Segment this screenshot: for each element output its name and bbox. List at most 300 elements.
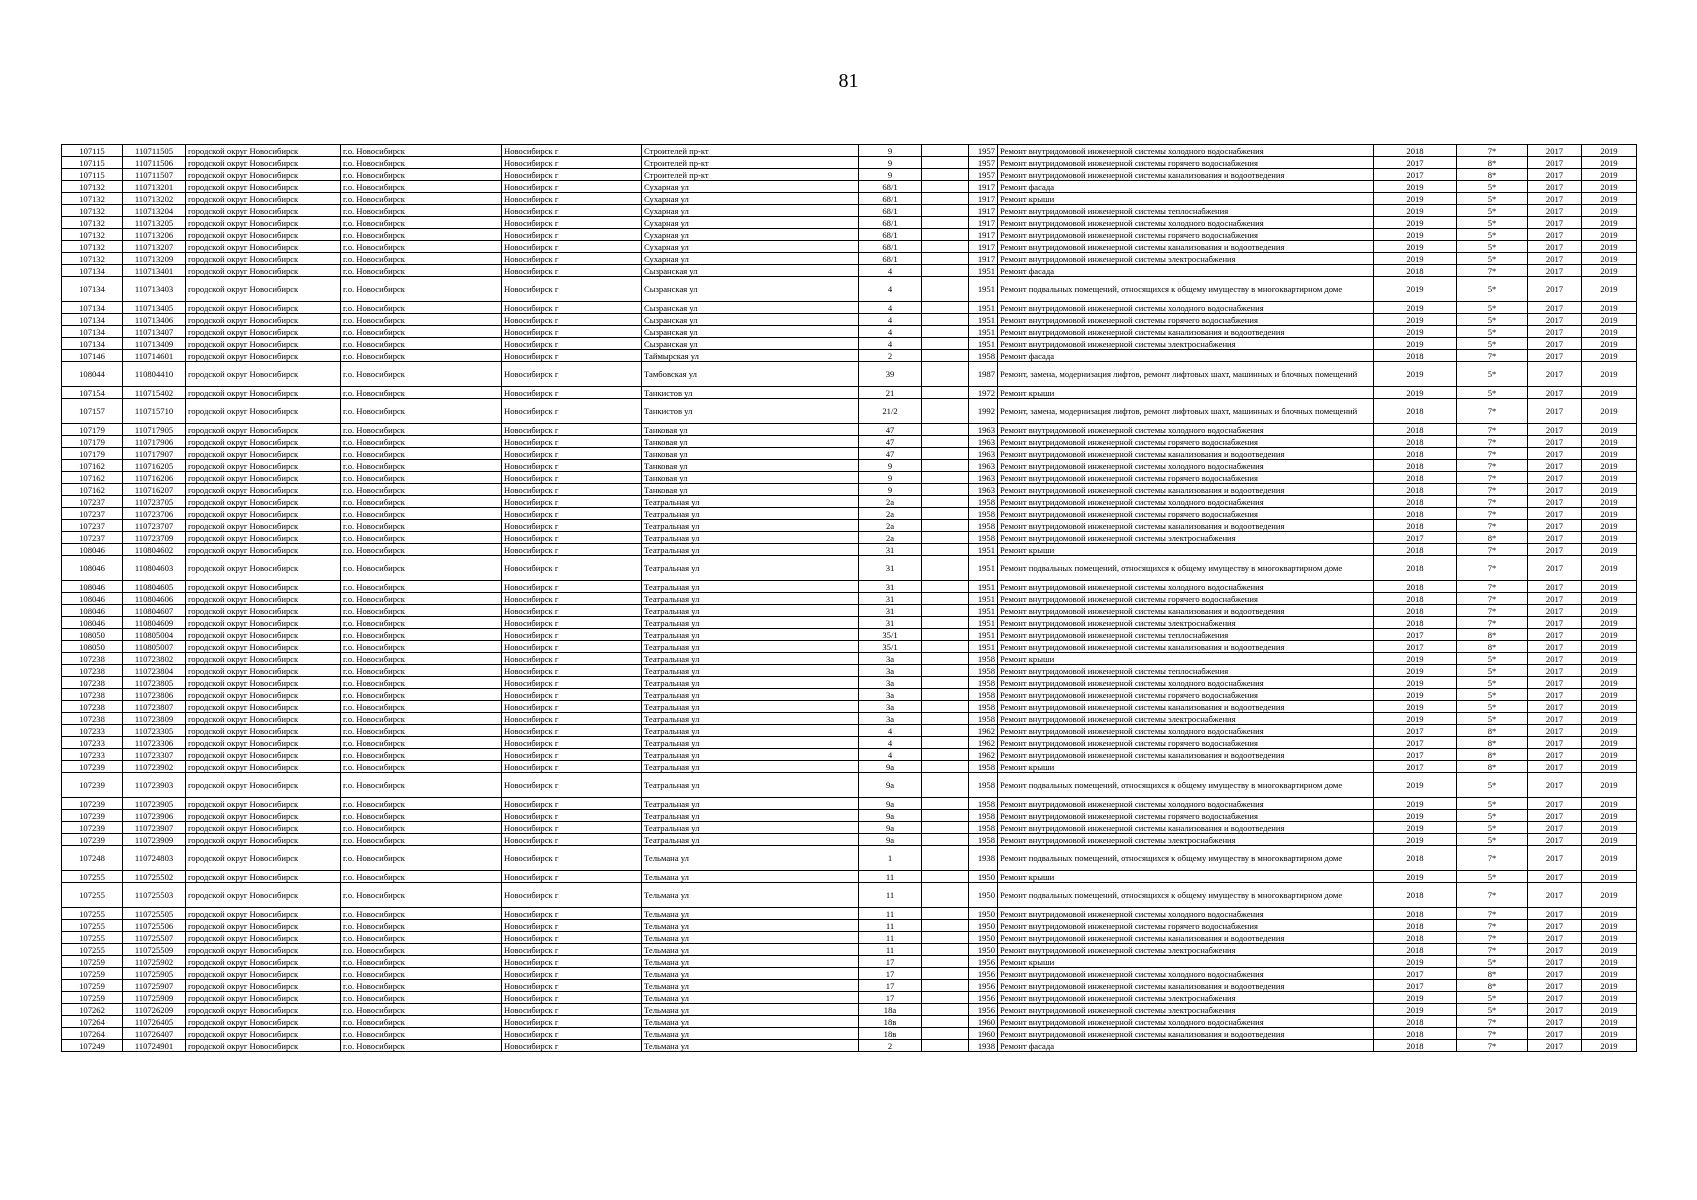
construction-year-cell: 1956 [969, 992, 998, 1004]
house-id-cell: 107179 [62, 424, 123, 436]
table-row [62, 169, 1637, 181]
period-start-cell: 2017 [1528, 1028, 1582, 1040]
work-type-cell: Ремонт внутридомовой инженерной системы канализования и водоотведения [998, 326, 1374, 338]
period-start-cell: 2017 [1528, 436, 1582, 448]
municipality-cell: городской округ Новосибирск [186, 436, 341, 448]
house-id-cell: 107262 [62, 1004, 123, 1016]
municipality-cell: городской округ Новосибирск [186, 932, 341, 944]
settlement-cell: г.о. Новосибирск [341, 846, 502, 871]
city-cell: Новосибирск г [502, 205, 642, 217]
plan-year-cell: 2018 [1374, 436, 1457, 448]
street-cell: Театральная ул [642, 749, 859, 761]
work-id-cell: 110723903 [123, 773, 186, 798]
municipality-cell: городской округ Новосибирск [186, 810, 341, 822]
construction-year-cell: 1917 [969, 217, 998, 229]
work-id-cell: 110804603 [123, 556, 186, 581]
house-number-cell: 2а [859, 520, 922, 532]
city-cell: Новосибирск г [502, 629, 642, 641]
period-start-cell: 2017 [1528, 1016, 1582, 1028]
municipality-cell: городской округ Новосибирск [186, 387, 341, 399]
priority-cell: 7* [1457, 436, 1528, 448]
construction-year-cell: 1951 [969, 277, 998, 302]
work-type-cell: Ремонт фасада [998, 181, 1374, 193]
municipality-cell: городской округ Новосибирск [186, 1040, 341, 1052]
house-number-cell: 3а [859, 701, 922, 713]
priority-cell: 8* [1457, 980, 1528, 992]
table-row [62, 302, 1637, 314]
municipality-cell: городской округ Новосибирск [186, 944, 341, 956]
building-cell [922, 556, 969, 581]
work-type-cell: Ремонт внутридомовой инженерной системы электроснабжения [998, 338, 1374, 350]
period-end-cell: 2019 [1582, 761, 1637, 773]
street-cell: Театральная ул [642, 581, 859, 593]
table-row [62, 387, 1637, 399]
work-type-cell: Ремонт внутридомовой инженерной системы электроснабжения [998, 713, 1374, 725]
house-number-cell: 3а [859, 653, 922, 665]
house-id-cell: 108046 [62, 617, 123, 629]
period-end-cell: 2019 [1582, 448, 1637, 460]
table-row [62, 520, 1637, 532]
city-cell: Новосибирск г [502, 810, 642, 822]
settlement-cell: г.о. Новосибирск [341, 399, 502, 424]
house-id-cell: 107154 [62, 387, 123, 399]
table-row [62, 846, 1637, 871]
house-id-cell: 107134 [62, 277, 123, 302]
settlement-cell: г.о. Новосибирск [341, 920, 502, 932]
work-id-cell: 110723805 [123, 677, 186, 689]
work-id-cell: 110713207 [123, 241, 186, 253]
city-cell: Новосибирск г [502, 424, 642, 436]
work-type-cell: Ремонт внутридомовой инженерной системы горячего водоснабжения [998, 314, 1374, 326]
table-row [62, 436, 1637, 448]
house-id-cell: 107239 [62, 761, 123, 773]
work-id-cell: 110804606 [123, 593, 186, 605]
period-end-cell: 2019 [1582, 822, 1637, 834]
street-cell: Тельмана ул [642, 956, 859, 968]
work-type-cell: Ремонт внутридомовой инженерной системы электроснабжения [998, 944, 1374, 956]
work-id-cell: 110725506 [123, 920, 186, 932]
period-end-cell: 2019 [1582, 229, 1637, 241]
period-start-cell: 2017 [1528, 605, 1582, 617]
street-cell: Сухарная ул [642, 193, 859, 205]
municipality-cell: городской округ Новосибирск [186, 157, 341, 169]
house-number-cell: 68/1 [859, 241, 922, 253]
period-start-cell: 2017 [1528, 641, 1582, 653]
building-cell [922, 169, 969, 181]
house-id-cell: 107238 [62, 689, 123, 701]
plan-year-cell: 2018 [1374, 508, 1457, 520]
work-type-cell: Ремонт фасада [998, 265, 1374, 277]
period-start-cell: 2017 [1528, 302, 1582, 314]
period-end-cell: 2019 [1582, 834, 1637, 846]
municipality-cell: городской округ Новосибирск [186, 798, 341, 810]
table-row [62, 229, 1637, 241]
period-end-cell: 2019 [1582, 980, 1637, 992]
period-start-cell: 2017 [1528, 556, 1582, 581]
plan-year-cell: 2018 [1374, 556, 1457, 581]
city-cell: Новосибирск г [502, 956, 642, 968]
house-number-cell: 31 [859, 556, 922, 581]
house-id-cell: 107238 [62, 653, 123, 665]
period-start-cell: 2017 [1528, 520, 1582, 532]
table-row [62, 653, 1637, 665]
work-id-cell: 110804609 [123, 617, 186, 629]
settlement-cell: г.о. Новосибирск [341, 641, 502, 653]
period-start-cell: 2017 [1528, 713, 1582, 725]
work-id-cell: 110724803 [123, 846, 186, 871]
municipality-cell: городской округ Новосибирск [186, 677, 341, 689]
period-start-cell: 2017 [1528, 932, 1582, 944]
period-start-cell: 2017 [1528, 846, 1582, 871]
street-cell: Тельмана ул [642, 992, 859, 1004]
settlement-cell: г.о. Новосибирск [341, 169, 502, 181]
house-id-cell: 107255 [62, 920, 123, 932]
work-type-cell: Ремонт подвальных помещений, относящихся к общему имуществу в многоквартирном доме [998, 773, 1374, 798]
period-end-cell: 2019 [1582, 253, 1637, 265]
table-row [62, 665, 1637, 677]
work-id-cell: 110713405 [123, 302, 186, 314]
plan-year-cell: 2018 [1374, 520, 1457, 532]
municipality-cell: городской округ Новосибирск [186, 701, 341, 713]
work-type-cell: Ремонт внутридомовой инженерной системы канализования и водоотведения [998, 448, 1374, 460]
construction-year-cell: 1957 [969, 169, 998, 181]
work-type-cell: Ремонт внутридомовой инженерной системы канализования и водоотведения [998, 641, 1374, 653]
house-id-cell: 107132 [62, 241, 123, 253]
period-start-cell: 2017 [1528, 169, 1582, 181]
plan-year-cell: 2018 [1374, 460, 1457, 472]
work-id-cell: 110725509 [123, 944, 186, 956]
building-cell [922, 920, 969, 932]
settlement-cell: г.о. Новосибирск [341, 871, 502, 883]
settlement-cell: г.о. Новосибирск [341, 798, 502, 810]
construction-year-cell: 1917 [969, 181, 998, 193]
municipality-cell: городской округ Новосибирск [186, 653, 341, 665]
period-end-cell: 2019 [1582, 265, 1637, 277]
plan-year-cell: 2018 [1374, 496, 1457, 508]
settlement-cell: г.о. Новосибирск [341, 980, 502, 992]
settlement-cell: г.о. Новосибирск [341, 883, 502, 908]
city-cell: Новосибирск г [502, 653, 642, 665]
city-cell: Новосибирск г [502, 241, 642, 253]
period-start-cell: 2017 [1528, 193, 1582, 205]
construction-year-cell: 1958 [969, 701, 998, 713]
plan-year-cell: 2018 [1374, 846, 1457, 871]
house-id-cell: 107239 [62, 822, 123, 834]
construction-year-cell: 1950 [969, 944, 998, 956]
house-id-cell: 107239 [62, 773, 123, 798]
work-id-cell: 110725902 [123, 956, 186, 968]
city-cell: Новосибирск г [502, 338, 642, 350]
house-id-cell: 107233 [62, 749, 123, 761]
work-id-cell: 110723907 [123, 822, 186, 834]
building-cell [922, 399, 969, 424]
construction-year-cell: 1960 [969, 1016, 998, 1028]
house-number-cell: 17 [859, 956, 922, 968]
house-id-cell: 107238 [62, 701, 123, 713]
street-cell: Сызранская ул [642, 338, 859, 350]
table-row [62, 460, 1637, 472]
house-number-cell: 3а [859, 689, 922, 701]
building-cell [922, 387, 969, 399]
priority-cell: 8* [1457, 749, 1528, 761]
house-id-cell: 107238 [62, 713, 123, 725]
house-number-cell: 17 [859, 968, 922, 980]
house-id-cell: 107255 [62, 944, 123, 956]
city-cell: Новосибирск г [502, 229, 642, 241]
plan-year-cell: 2019 [1374, 362, 1457, 387]
settlement-cell: г.о. Новосибирск [341, 436, 502, 448]
period-end-cell: 2019 [1582, 362, 1637, 387]
street-cell: Театральная ул [642, 532, 859, 544]
table-row [62, 253, 1637, 265]
house-number-cell: 35/1 [859, 641, 922, 653]
building-cell [922, 460, 969, 472]
municipality-cell: городской округ Новосибирск [186, 883, 341, 908]
priority-cell: 8* [1457, 532, 1528, 544]
table-row [62, 822, 1637, 834]
table-row [62, 326, 1637, 338]
city-cell: Новосибирск г [502, 253, 642, 265]
street-cell: Тельмана ул [642, 1028, 859, 1040]
table-row [62, 737, 1637, 749]
city-cell: Новосибирск г [502, 1016, 642, 1028]
house-id-cell: 107255 [62, 908, 123, 920]
settlement-cell: г.о. Новосибирск [341, 749, 502, 761]
house-number-cell: 9 [859, 460, 922, 472]
work-id-cell: 110717906 [123, 436, 186, 448]
city-cell: Новосибирск г [502, 992, 642, 1004]
period-start-cell: 2017 [1528, 217, 1582, 229]
settlement-cell: г.о. Новосибирск [341, 725, 502, 737]
house-id-cell: 107134 [62, 326, 123, 338]
work-id-cell: 110713201 [123, 181, 186, 193]
period-end-cell: 2019 [1582, 908, 1637, 920]
table-row [62, 920, 1637, 932]
priority-cell: 5* [1457, 713, 1528, 725]
city-cell: Новосибирск г [502, 181, 642, 193]
table-row [62, 424, 1637, 436]
house-id-cell: 107134 [62, 265, 123, 277]
building-cell [922, 277, 969, 302]
period-end-cell: 2019 [1582, 1040, 1637, 1052]
street-cell: Театральная ул [642, 556, 859, 581]
construction-year-cell: 1958 [969, 810, 998, 822]
work-id-cell: 110716206 [123, 472, 186, 484]
settlement-cell: г.о. Новосибирск [341, 424, 502, 436]
municipality-cell: городской округ Новосибирск [186, 217, 341, 229]
building-cell [922, 253, 969, 265]
period-end-cell: 2019 [1582, 145, 1637, 157]
house-id-cell: 107237 [62, 496, 123, 508]
municipality-cell: городской округ Новосибирск [186, 338, 341, 350]
priority-cell: 5* [1457, 701, 1528, 713]
period-start-cell: 2017 [1528, 205, 1582, 217]
work-type-cell: Ремонт внутридомовой инженерной системы горячего водоснабжения [998, 436, 1374, 448]
period-start-cell: 2017 [1528, 629, 1582, 641]
city-cell: Новосибирск г [502, 484, 642, 496]
street-cell: Театральная ул [642, 798, 859, 810]
plan-year-cell: 2018 [1374, 920, 1457, 932]
house-number-cell: 4 [859, 749, 922, 761]
city-cell: Новосибирск г [502, 689, 642, 701]
municipality-cell: городской округ Новосибирск [186, 277, 341, 302]
table-row [62, 508, 1637, 520]
building-cell [922, 544, 969, 556]
priority-cell: 7* [1457, 460, 1528, 472]
building-cell [922, 822, 969, 834]
table-row [62, 677, 1637, 689]
plan-year-cell: 2019 [1374, 798, 1457, 810]
work-id-cell: 110723307 [123, 749, 186, 761]
period-start-cell: 2017 [1528, 277, 1582, 302]
municipality-cell: городской округ Новосибирск [186, 556, 341, 581]
city-cell: Новосибирск г [502, 581, 642, 593]
house-id-cell: 107132 [62, 253, 123, 265]
house-id-cell: 107132 [62, 217, 123, 229]
municipality-cell: городской округ Новосибирск [186, 145, 341, 157]
plan-year-cell: 2018 [1374, 350, 1457, 362]
work-type-cell: Ремонт внутридомовой инженерной системы канализования и водоотведения [998, 701, 1374, 713]
priority-cell: 7* [1457, 920, 1528, 932]
settlement-cell: г.о. Новосибирск [341, 677, 502, 689]
building-cell [922, 265, 969, 277]
priority-cell: 7* [1457, 448, 1528, 460]
priority-cell: 5* [1457, 871, 1528, 883]
plan-year-cell: 2017 [1374, 980, 1457, 992]
municipality-cell: городской округ Новосибирск [186, 581, 341, 593]
construction-year-cell: 1987 [969, 362, 998, 387]
city-cell: Новосибирск г [502, 932, 642, 944]
building-cell [922, 520, 969, 532]
house-id-cell: 107239 [62, 810, 123, 822]
work-type-cell: Ремонт внутридомовой инженерной системы электроснабжения [998, 617, 1374, 629]
house-id-cell: 107179 [62, 448, 123, 460]
priority-cell: 5* [1457, 302, 1528, 314]
street-cell: Тельмана ул [642, 1004, 859, 1016]
period-end-cell: 2019 [1582, 677, 1637, 689]
settlement-cell: г.о. Новосибирск [341, 496, 502, 508]
table-row [62, 956, 1637, 968]
city-cell: Новосибирск г [502, 448, 642, 460]
work-type-cell: Ремонт внутридомовой инженерной системы теплоснабжения [998, 665, 1374, 677]
house-number-cell: 9а [859, 834, 922, 846]
settlement-cell: г.о. Новосибирск [341, 908, 502, 920]
house-id-cell: 107233 [62, 737, 123, 749]
period-end-cell: 2019 [1582, 992, 1637, 1004]
plan-year-cell: 2019 [1374, 1004, 1457, 1016]
period-end-cell: 2019 [1582, 920, 1637, 932]
house-id-cell: 107259 [62, 980, 123, 992]
house-number-cell: 9а [859, 798, 922, 810]
table-row [62, 944, 1637, 956]
plan-year-cell: 2018 [1374, 908, 1457, 920]
municipality-cell: городской округ Новосибирск [186, 253, 341, 265]
period-end-cell: 2019 [1582, 436, 1637, 448]
work-id-cell: 110723705 [123, 496, 186, 508]
plan-year-cell: 2019 [1374, 193, 1457, 205]
settlement-cell: г.о. Новосибирск [341, 593, 502, 605]
table-row [62, 145, 1637, 157]
city-cell: Новосибирск г [502, 749, 642, 761]
priority-cell: 8* [1457, 629, 1528, 641]
building-cell [922, 229, 969, 241]
period-end-cell: 2019 [1582, 544, 1637, 556]
street-cell: Театральная ул [642, 810, 859, 822]
settlement-cell: г.о. Новосибирск [341, 277, 502, 302]
priority-cell: 7* [1457, 508, 1528, 520]
period-end-cell: 2019 [1582, 181, 1637, 193]
house-number-cell: 31 [859, 605, 922, 617]
house-number-cell: 17 [859, 980, 922, 992]
work-type-cell: Ремонт внутридомовой инженерной системы канализования и водоотведения [998, 484, 1374, 496]
street-cell: Сызранская ул [642, 326, 859, 338]
plan-year-cell: 2019 [1374, 241, 1457, 253]
settlement-cell: г.о. Новосибирск [341, 617, 502, 629]
building-cell [922, 932, 969, 944]
settlement-cell: г.о. Новосибирск [341, 362, 502, 387]
plan-year-cell: 2019 [1374, 229, 1457, 241]
priority-cell: 5* [1457, 798, 1528, 810]
table-row [62, 350, 1637, 362]
work-type-cell: Ремонт внутридомовой инженерной системы горячего водоснабжения [998, 810, 1374, 822]
plan-year-cell: 2019 [1374, 689, 1457, 701]
work-id-cell: 110713202 [123, 193, 186, 205]
work-id-cell: 110805004 [123, 629, 186, 641]
table-row [62, 241, 1637, 253]
house-number-cell: 4 [859, 338, 922, 350]
settlement-cell: г.о. Новосибирск [341, 314, 502, 326]
table-row [62, 834, 1637, 846]
house-number-cell: 9 [859, 169, 922, 181]
building-cell [922, 362, 969, 387]
house-id-cell: 108050 [62, 641, 123, 653]
municipality-cell: городской округ Новосибирск [186, 265, 341, 277]
period-start-cell: 2017 [1528, 665, 1582, 677]
house-number-cell: 9а [859, 761, 922, 773]
construction-year-cell: 1957 [969, 145, 998, 157]
table-row [62, 544, 1637, 556]
house-number-cell: 68/1 [859, 193, 922, 205]
period-start-cell: 2017 [1528, 653, 1582, 665]
table-row [62, 617, 1637, 629]
settlement-cell: г.о. Новосибирск [341, 193, 502, 205]
street-cell: Тельмана ул [642, 1016, 859, 1028]
priority-cell: 7* [1457, 145, 1528, 157]
plan-year-cell: 2019 [1374, 326, 1457, 338]
work-type-cell: Ремонт внутридомовой инженерной системы холодного водоснабжения [998, 725, 1374, 737]
municipality-cell: городской округ Новосибирск [186, 1016, 341, 1028]
house-number-cell: 4 [859, 737, 922, 749]
construction-year-cell: 1958 [969, 665, 998, 677]
city-cell: Новосибирск г [502, 277, 642, 302]
municipality-cell: городской округ Новосибирск [186, 460, 341, 472]
priority-cell: 7* [1457, 617, 1528, 629]
repair-program-table [61, 144, 1637, 1052]
street-cell: Театральная ул [642, 725, 859, 737]
period-start-cell: 2017 [1528, 496, 1582, 508]
priority-cell: 8* [1457, 157, 1528, 169]
building-cell [922, 629, 969, 641]
period-end-cell: 2019 [1582, 302, 1637, 314]
period-end-cell: 2019 [1582, 629, 1637, 641]
plan-year-cell: 2017 [1374, 629, 1457, 641]
building-cell [922, 217, 969, 229]
table-row [62, 725, 1637, 737]
street-cell: Сухарная ул [642, 181, 859, 193]
work-id-cell: 110726407 [123, 1028, 186, 1040]
work-id-cell: 110713401 [123, 265, 186, 277]
plan-year-cell: 2017 [1374, 641, 1457, 653]
